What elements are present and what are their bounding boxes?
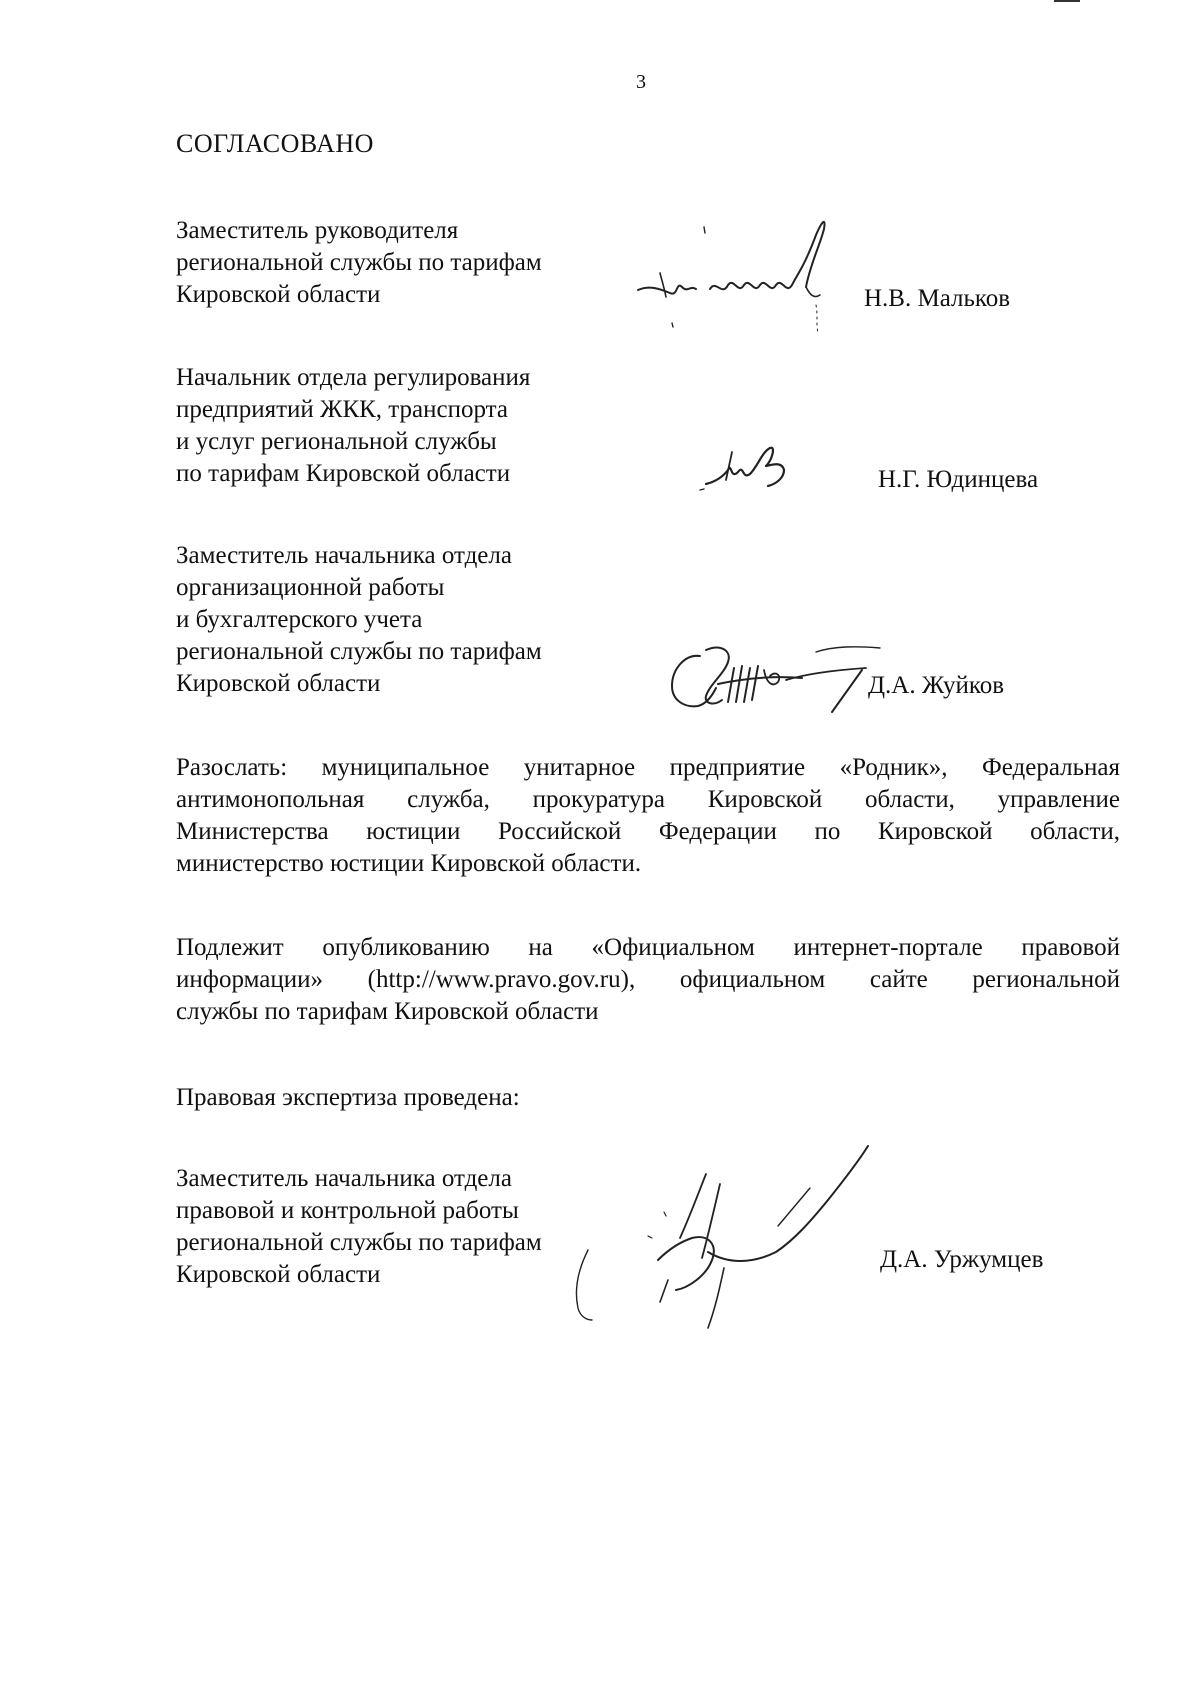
paragraph-line: информации» (http://www.pravo.gov.ru), официальном сайте региональной bbox=[176, 966, 1120, 993]
paragraph-line: Министерства юстиции Российской Федерации по Кировской области, bbox=[176, 818, 1120, 845]
position-line: Начальник отдела регулирования bbox=[176, 364, 531, 391]
position-line: Кировской области bbox=[176, 670, 381, 697]
publication-paragraph bbox=[176, 932, 1120, 1028]
position-line: предприятий ЖКК, транспорта bbox=[176, 396, 508, 423]
legal-reviewer-signature bbox=[548, 1140, 878, 1330]
position-line: Заместитель начальника отдела bbox=[176, 542, 512, 569]
position-line: Кировской области bbox=[176, 1261, 381, 1288]
approver-3-name: Д.А. Жуйков bbox=[868, 672, 1005, 699]
paragraph-line: министерство юстиции Кировской области. bbox=[176, 850, 642, 877]
approver-1-name: Н.В. Мальков bbox=[864, 285, 1011, 312]
approver-2-position bbox=[176, 362, 636, 490]
position-line: Заместитель руководителя bbox=[176, 217, 459, 244]
approval-heading: СОГЛАСОВАНО bbox=[176, 129, 374, 158]
approver-2-signature bbox=[700, 440, 800, 495]
page-number: 3 bbox=[636, 71, 646, 93]
position-line: региональной службы по тарифам bbox=[176, 638, 542, 665]
scan-corner-mark bbox=[1054, 0, 1080, 2]
position-line: Заместитель начальника отдела bbox=[176, 1165, 512, 1192]
legal-review-label: Правовая экспертиза проведена: bbox=[176, 1084, 520, 1111]
position-line: и бухгалтерского учета bbox=[176, 606, 423, 633]
paragraph-line: службы по тарифам Кировской области bbox=[176, 998, 599, 1025]
position-line: по тарифам Кировской области bbox=[176, 460, 511, 487]
position-line: и услуг региональной службы bbox=[176, 428, 497, 455]
position-line: правовой и контрольной работы bbox=[176, 1197, 519, 1224]
distribution-paragraph bbox=[176, 752, 1120, 880]
position-line: Кировской области bbox=[176, 281, 381, 308]
position-line: региональной службы по тарифам bbox=[176, 249, 542, 276]
position-line: организационной работы bbox=[176, 574, 445, 601]
legal-reviewer-name: Д.А. Уржумцев bbox=[880, 1246, 1044, 1273]
approver-1-position bbox=[176, 215, 636, 311]
approver-3-position bbox=[176, 540, 636, 700]
paragraph-line: Подлежит опубликованию на «Официальном интернет-портале правовой bbox=[176, 934, 1120, 961]
approver-1-signature bbox=[630, 215, 860, 340]
position-line: региональной службы по тарифам bbox=[176, 1229, 542, 1256]
approver-3-signature bbox=[666, 640, 896, 720]
approver-2-name: Н.Г. Юдинцева bbox=[878, 466, 1039, 493]
paragraph-line: Разослать: муниципальное унитарное предприятие «Родник», Федеральная bbox=[176, 754, 1120, 781]
paragraph-line: антимонопольная служба, прокуратура Кировской области, управление bbox=[176, 786, 1120, 813]
